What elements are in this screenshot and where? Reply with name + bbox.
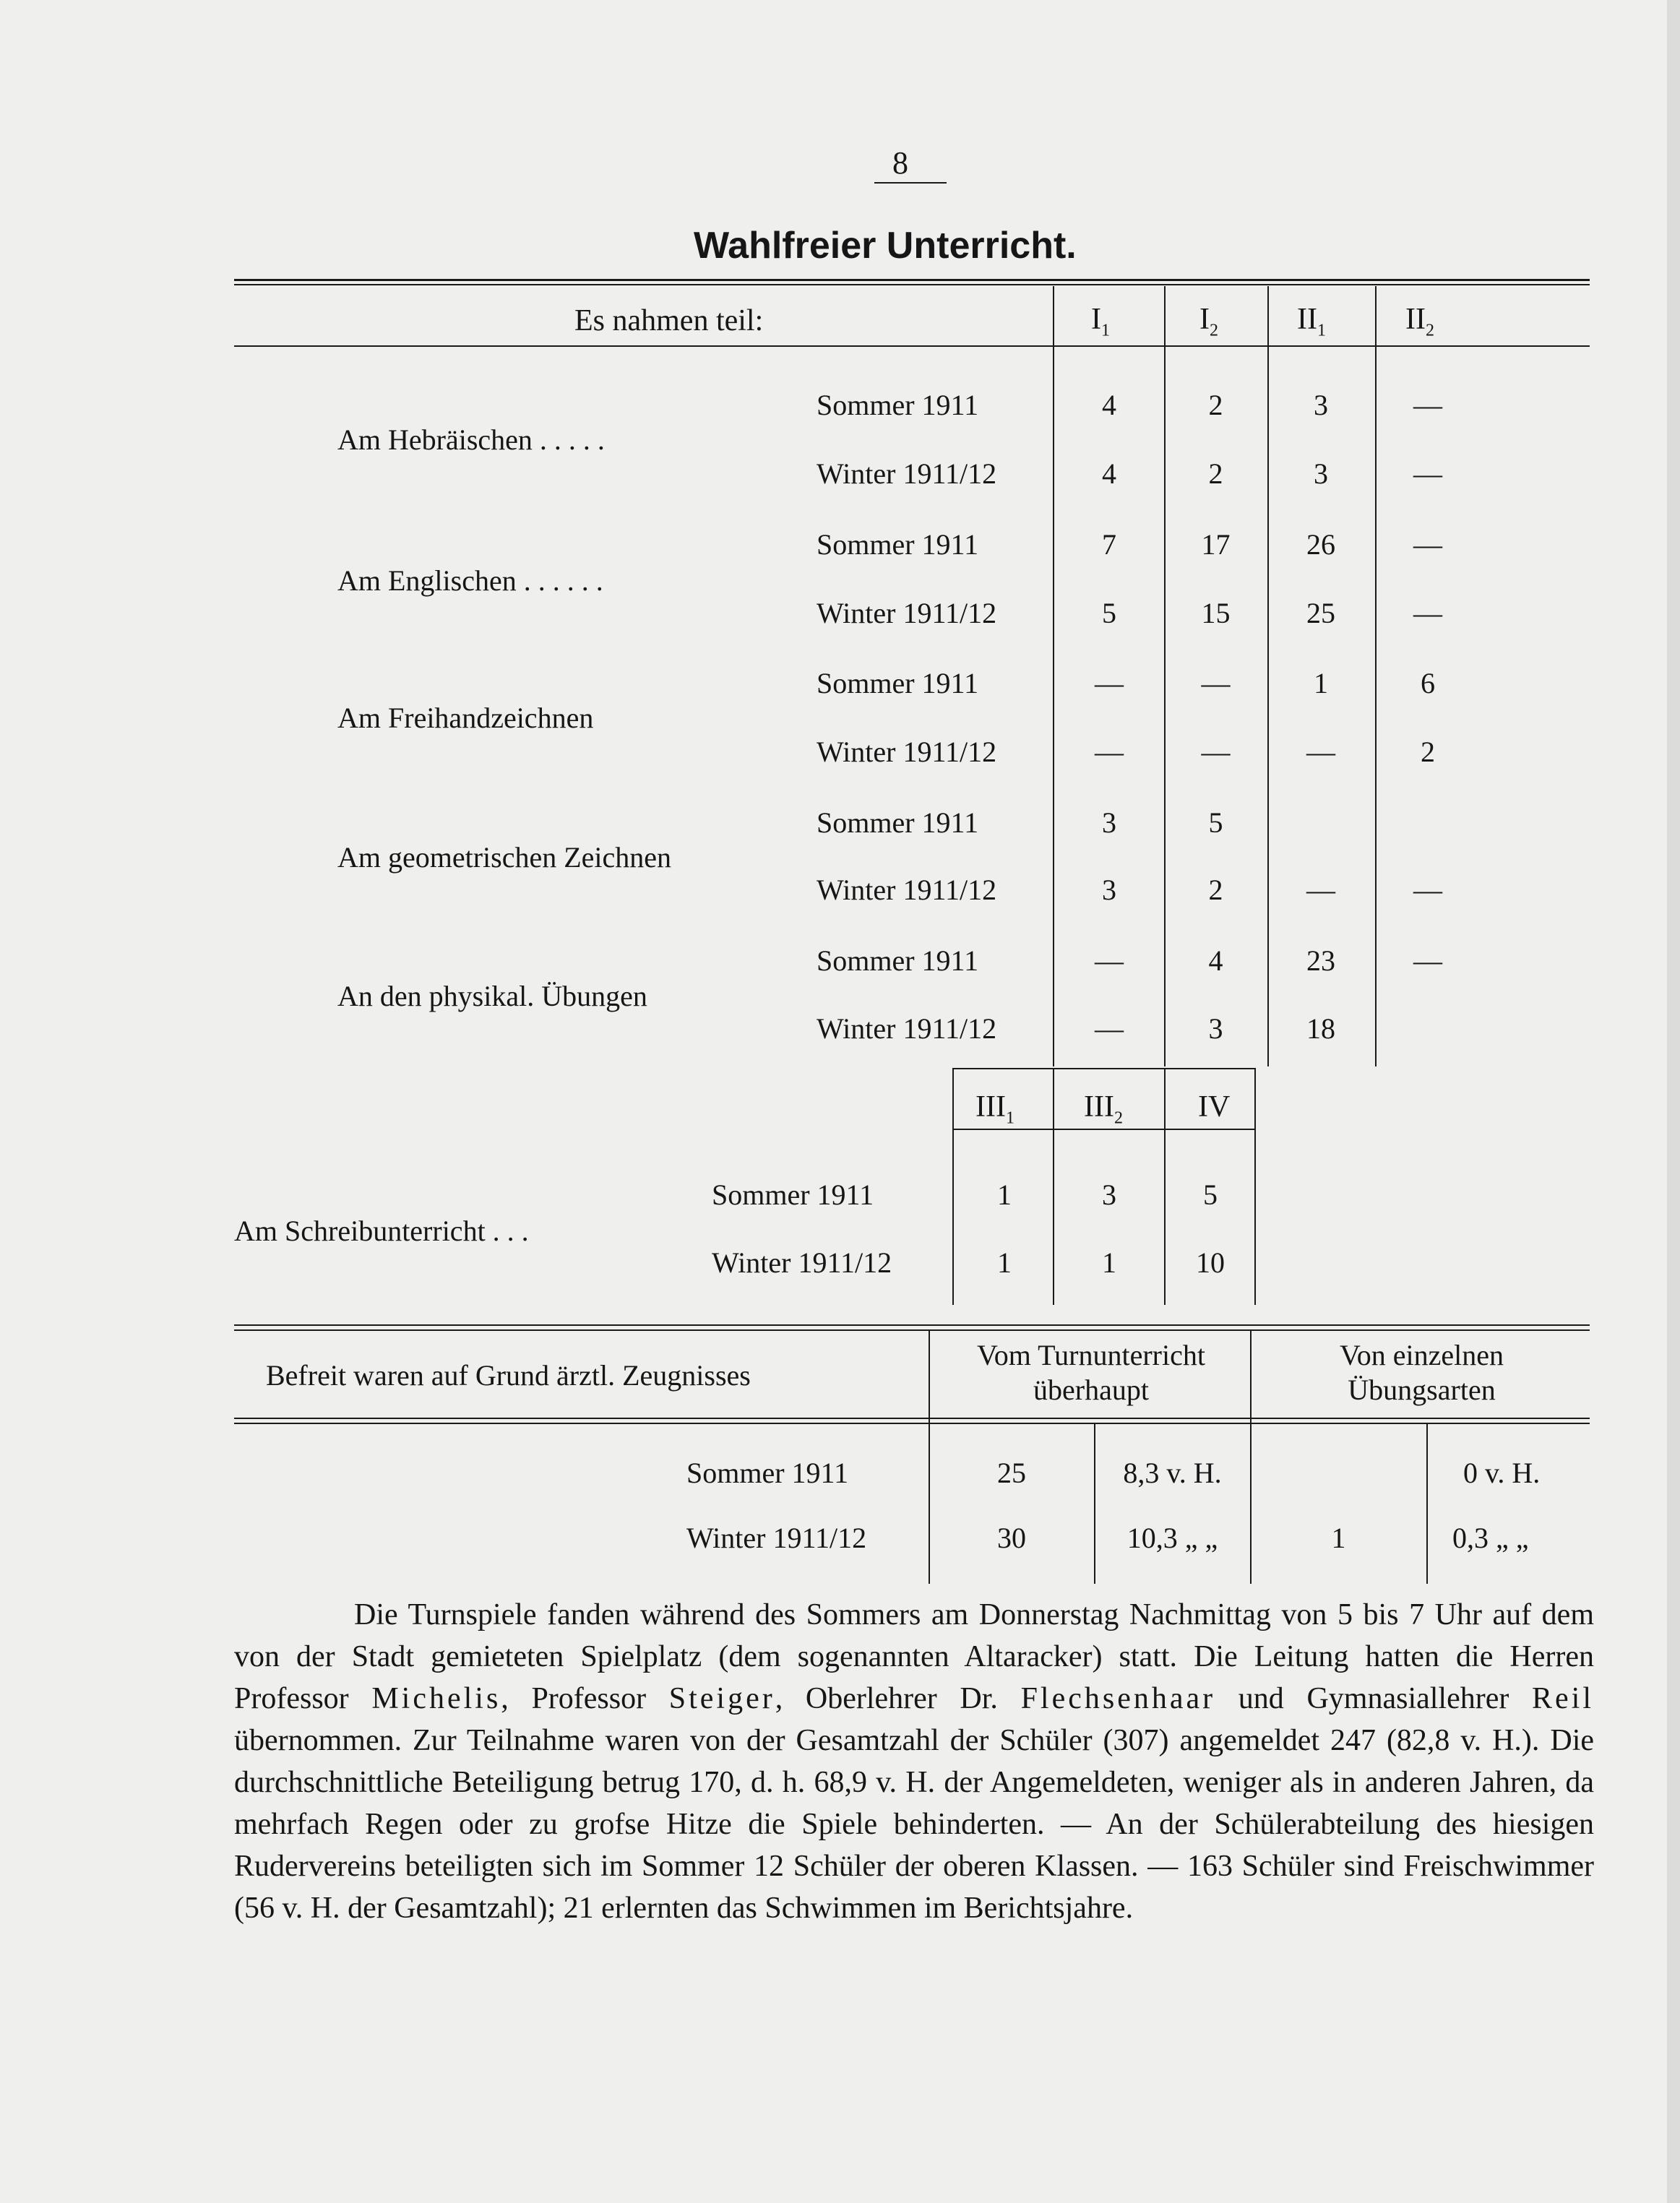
cell: — bbox=[1306, 874, 1335, 906]
lower-vline-4 bbox=[1254, 1068, 1256, 1305]
row-sommer-label-3: Sommer 1911 bbox=[817, 667, 979, 699]
row-sommer-label-2: Sommer 1911 bbox=[817, 528, 979, 561]
cell: 3 bbox=[1208, 1012, 1223, 1045]
col-header-4: $II_2$ bbox=[1405, 303, 1434, 340]
table1-header-rule bbox=[234, 345, 1590, 347]
page-edge-shadow bbox=[1667, 0, 1680, 2203]
page-number-rule bbox=[874, 182, 947, 184]
col-header-1: $I_1$ bbox=[1091, 303, 1110, 340]
col-header-2: $I_2$ bbox=[1199, 303, 1218, 340]
lower-vline-3 bbox=[1164, 1068, 1166, 1305]
cell: 4 bbox=[1102, 389, 1116, 421]
table1-vline-3 bbox=[1267, 286, 1269, 1066]
row-subject-4: Am geometrischen Zeichnen bbox=[337, 841, 672, 874]
cell: — bbox=[1201, 667, 1231, 699]
lower-header-top-rule bbox=[952, 1068, 1256, 1069]
cell: — bbox=[1201, 736, 1231, 768]
cell: — bbox=[1413, 457, 1442, 490]
name-reil: Reil bbox=[1532, 1682, 1595, 1715]
cell: 8,3 v. H. bbox=[1123, 1457, 1222, 1489]
row-sommer-label-1: Sommer 1911 bbox=[817, 389, 979, 421]
cell: 1 bbox=[997, 1246, 1012, 1279]
lower-header-bottom-rule bbox=[952, 1129, 1256, 1130]
cell: — bbox=[1306, 736, 1335, 768]
cell: 30 bbox=[997, 1522, 1026, 1554]
row-subject-2: Am Englischen . . . . . . bbox=[337, 564, 603, 597]
table1-top-rule bbox=[234, 279, 1590, 281]
cell: 26 bbox=[1306, 528, 1335, 561]
cell: 3 bbox=[1314, 457, 1328, 490]
table1-vline-1 bbox=[1053, 286, 1054, 1066]
cell: 25 bbox=[997, 1457, 1026, 1489]
cell: 1 bbox=[1331, 1522, 1346, 1554]
table1-header-label: Es nahmen teil: bbox=[574, 304, 764, 337]
row-winter-label-3: Winter 1911/12 bbox=[817, 736, 997, 768]
lower-row-sommer-label: Sommer 1911 bbox=[712, 1178, 874, 1211]
table2-vline-2 bbox=[1094, 1423, 1095, 1584]
cell: 1 bbox=[1314, 667, 1328, 699]
cell: 1 bbox=[997, 1178, 1012, 1211]
cell: 2 bbox=[1421, 736, 1435, 768]
table2-vline-3 bbox=[1250, 1331, 1252, 1584]
cell: 7 bbox=[1102, 528, 1116, 561]
cell: 2 bbox=[1208, 874, 1223, 906]
cell: — bbox=[1413, 389, 1442, 421]
lower-col-header-1: $III_1$ bbox=[975, 1090, 1015, 1128]
row-subject-1: Am Hebräischen . . . . . bbox=[337, 423, 605, 456]
table1-vline-2 bbox=[1164, 286, 1166, 1066]
table2-header-rule-2 bbox=[234, 1423, 1590, 1424]
cell: 3 bbox=[1102, 1178, 1116, 1211]
table2-row-label-1: Sommer 1911 bbox=[686, 1457, 849, 1489]
row-sommer-label-5: Sommer 1911 bbox=[817, 944, 979, 977]
table2-col2-header-line1: Von einzelnen bbox=[1340, 1339, 1504, 1371]
cell: — bbox=[1095, 1012, 1124, 1045]
cell: — bbox=[1095, 944, 1124, 977]
cell: 25 bbox=[1306, 597, 1335, 629]
table2-vline-1 bbox=[929, 1331, 930, 1584]
cell: 1 bbox=[1102, 1246, 1116, 1279]
lower-vline-1 bbox=[952, 1068, 954, 1305]
body-paragraph bbox=[234, 1594, 1594, 1929]
table1-bottom-rule-2 bbox=[234, 1329, 1590, 1331]
row-winter-label-4: Winter 1911/12 bbox=[817, 874, 997, 906]
lower-col-header-3: IV bbox=[1198, 1090, 1231, 1124]
cell: 3 bbox=[1102, 874, 1116, 906]
cell: 3 bbox=[1314, 389, 1328, 421]
cell: 2 bbox=[1208, 457, 1223, 490]
page-number: 8 bbox=[892, 145, 908, 181]
cell: 2 bbox=[1208, 389, 1223, 421]
name-michelis: Michelis bbox=[371, 1682, 501, 1715]
lower-row-winter-label: Winter 1911/12 bbox=[712, 1246, 892, 1279]
cell: 5 bbox=[1102, 597, 1116, 629]
cell: 10 bbox=[1196, 1246, 1225, 1279]
table2-col2-header-line2: Übungsarten bbox=[1348, 1374, 1496, 1406]
paragraph-text: Die Turnspiele fanden während des Sommers am Donnerstag Nachmittag von 5 bis 7 Uhr auf dem von der Stadt gemieteten Spielplatz (dem sogenannten Altaracker) statt. Die Leitung hatten die Herren Professor Michelis, Professor Steiger, Oberlehrer Dr. Flechsenhaar und Gymnasiallehrer Reil übernommen. Zur Teilnahme waren von der Gesamtzahl der Schüler (307) angemeldet 247 (82,8 v. H.). Die durchschnittliche Beteiligung betrug 170, d. h. 68,9 v. H. der Angemeldeten, weniger als in anderen Jahren, da mehrfach Regen oder zu grofse Hitze die Spiele behinderten. — An der Schülerabteilung des hiesigen Rudervereins beteiligten sich im Sommer 12 Schüler der oberen Klassen. — 163 Schüler sind Freischwimmer (56 v. H. der Gesamtzahl); 21 erlernten das Schwimmen im Berichtsjahre. bbox=[234, 1598, 1595, 1925]
table2-label: Befreit waren auf Grund ärztl. Zeugnisses bbox=[266, 1359, 751, 1392]
name-steiger: Steiger bbox=[668, 1682, 775, 1715]
row-subject-3: Am Freihandzeichnen bbox=[337, 702, 594, 734]
table2-col1-header-line2: überhaupt bbox=[1033, 1374, 1149, 1406]
row-subject-5: An den physikal. Übungen bbox=[337, 980, 647, 1012]
lower-col-header-2: $III_2$ bbox=[1084, 1090, 1123, 1128]
row-sommer-label-4: Sommer 1911 bbox=[817, 806, 979, 839]
table2-vline-4 bbox=[1426, 1423, 1428, 1584]
cell: 10,3 „ „ bbox=[1127, 1522, 1218, 1554]
lower-vline-2 bbox=[1053, 1068, 1054, 1305]
col-header-3: $II_1$ bbox=[1297, 303, 1326, 340]
table1-bottom-rule bbox=[234, 1324, 1590, 1326]
cell: — bbox=[1413, 874, 1442, 906]
cell: 4 bbox=[1102, 457, 1116, 490]
cell: 5 bbox=[1203, 1178, 1218, 1211]
cell: 15 bbox=[1201, 597, 1231, 629]
cell: 6 bbox=[1421, 667, 1435, 699]
cell: — bbox=[1095, 667, 1124, 699]
cell: 0 v. H. bbox=[1463, 1457, 1541, 1489]
cell: 23 bbox=[1306, 944, 1335, 977]
cell: 17 bbox=[1201, 528, 1231, 561]
table2-col1-header-line1: Vom Turnunterricht bbox=[977, 1339, 1205, 1371]
table1-top-rule-2 bbox=[234, 284, 1590, 285]
lower-row-subject: Am Schreibunterricht . . . bbox=[234, 1215, 529, 1247]
cell: — bbox=[1413, 944, 1442, 977]
cell: 3 bbox=[1102, 806, 1116, 839]
row-winter-label-1: Winter 1911/12 bbox=[817, 457, 997, 490]
row-winter-label-5: Winter 1911/12 bbox=[817, 1012, 997, 1045]
table2-header-rule bbox=[234, 1418, 1590, 1419]
cell: 4 bbox=[1208, 944, 1223, 977]
table2-row-label-2: Winter 1911/12 bbox=[686, 1522, 867, 1554]
cell: — bbox=[1413, 597, 1442, 629]
cell: — bbox=[1095, 736, 1124, 768]
cell: 5 bbox=[1208, 806, 1223, 839]
cell: 0,3 „ „ bbox=[1452, 1522, 1529, 1554]
page-title: Wahlfreier Unterricht. bbox=[694, 225, 1077, 267]
name-flechsenhaar: Flechsenhaar bbox=[1020, 1682, 1216, 1715]
row-winter-label-2: Winter 1911/12 bbox=[817, 597, 997, 629]
cell: 18 bbox=[1306, 1012, 1335, 1045]
table1-vline-4 bbox=[1375, 286, 1377, 1066]
cell: — bbox=[1413, 528, 1442, 561]
